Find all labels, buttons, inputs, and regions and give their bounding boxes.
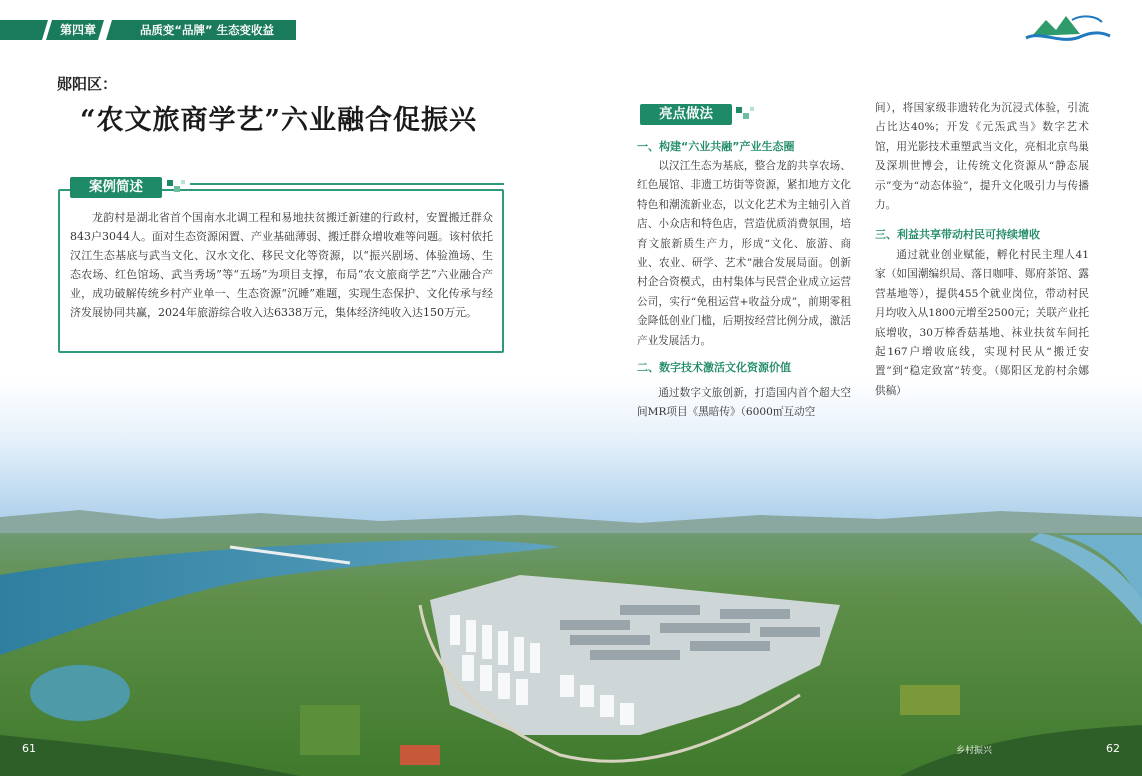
magazine-logo xyxy=(1022,10,1114,50)
section-1-heading: 一、构建“六业共融”产业生态圈 xyxy=(637,140,795,153)
chapter-subtitle: 品质变“品牌” 生态变收益 xyxy=(139,23,275,37)
aerial-village-photo xyxy=(0,505,1142,776)
highlights-label: 亮点做法 xyxy=(640,104,732,125)
section-3-text: 通过就业创业赋能，孵化村民主理人41家（如国潮编织局、落日咖啡、郧府茶馆、露营基地等），提供455个就业岗位，带动村民月均收入从1800元增至2500元；关联产业托底增收，30万棒香菇基地、袜业扶贫车间托起167户增收底线，实现村民从“搬迁安置”到“稳定致富”转变。（郧阳区龙韵村余娜 供稿） xyxy=(875,249,1089,397)
section-1-text: 以汉江生态为基底，整合龙韵共享农场、红色展馆、非遗工坊街等资源，紧扣地方文化特色和潮流新业态，以文化艺术为主轴引入首店、小众店和特色店，营造优质消费氛围，培育文旅新质生产力，形成“文化、旅游、商业、农业、研学、艺术”融合发展局面。创新村企合资模式，由村集体与民营企业成立运营公司，实行“免租运营+收益分成”，前期零租金降低创业门槛，后期按经营比例分成，激活产业发展活力。 xyxy=(637,160,851,347)
decor-square-icon xyxy=(750,107,754,111)
case-divider-line xyxy=(190,183,504,185)
section-2-continued-text: 间），将国家级非遗转化为沉浸式体验，引流占比达40%；开发《元炁武当》数字艺术馆，用光影技术重塑武当文化，亮相北京鸟巢及深圳世博会，让传统文化资源从“静态展示”变为“动态体验”，提升文化吸引力与传播力。 xyxy=(875,102,1089,212)
article-title: “农文旅商学艺”六业融合促振兴 xyxy=(80,105,478,136)
section-3-heading: 三、利益共享带动村民可持续增收 xyxy=(875,228,1040,241)
pond xyxy=(30,665,130,721)
decor-square-icon xyxy=(181,180,185,184)
terrace-field xyxy=(900,685,960,715)
red-roof-field xyxy=(400,745,440,765)
chapter-label: 第四章 xyxy=(59,23,96,37)
decor-square-icon xyxy=(167,180,173,186)
district-label: 郧阳区： xyxy=(57,75,118,93)
case-summary-label: 案例简述 xyxy=(70,177,162,198)
section-2-text: 通过数字文旅创新，打造国内首个超大空间MR项目《黑暗传》（6000㎡互动空 xyxy=(637,387,851,419)
decor-square-icon xyxy=(736,107,742,113)
footer-running-text: 乡村振兴 xyxy=(956,746,993,756)
page-number-right: 62 xyxy=(1106,742,1120,755)
case-summary-text: 龙韵村是湖北省首个国南水北调工程和易地扶贫搬迁新建的行政村，安置搬迁群众843户3044人。面对生态资源闲置、产业基础薄弱、搬迁群众增收难等问题。该村依托汉江生态基底与武当文化、汉水文化、移民文化等资源，以“振兴剧场、体验渔场、生态农场、红色馆场、武当秀场”等“五场”为项目支撑，布局“农文旅商学艺”六业融合产业，成功破解传统乡村产业单一、生态资源“沉睡”难题，实现生态保护、文化传承与经济发展协同共赢，2024年旅游综合收入达6338万元，集体经济纯收入达150万元。 xyxy=(70,211,493,319)
section-2-heading: 二、数字技术激活文化资源价值 xyxy=(637,361,791,374)
decor-square-icon xyxy=(174,186,180,192)
mountain-wave-logo-icon xyxy=(1022,10,1114,50)
page-number-left: 61 xyxy=(22,742,36,755)
terrace-field-2 xyxy=(300,705,360,755)
decor-square-icon xyxy=(743,113,749,119)
